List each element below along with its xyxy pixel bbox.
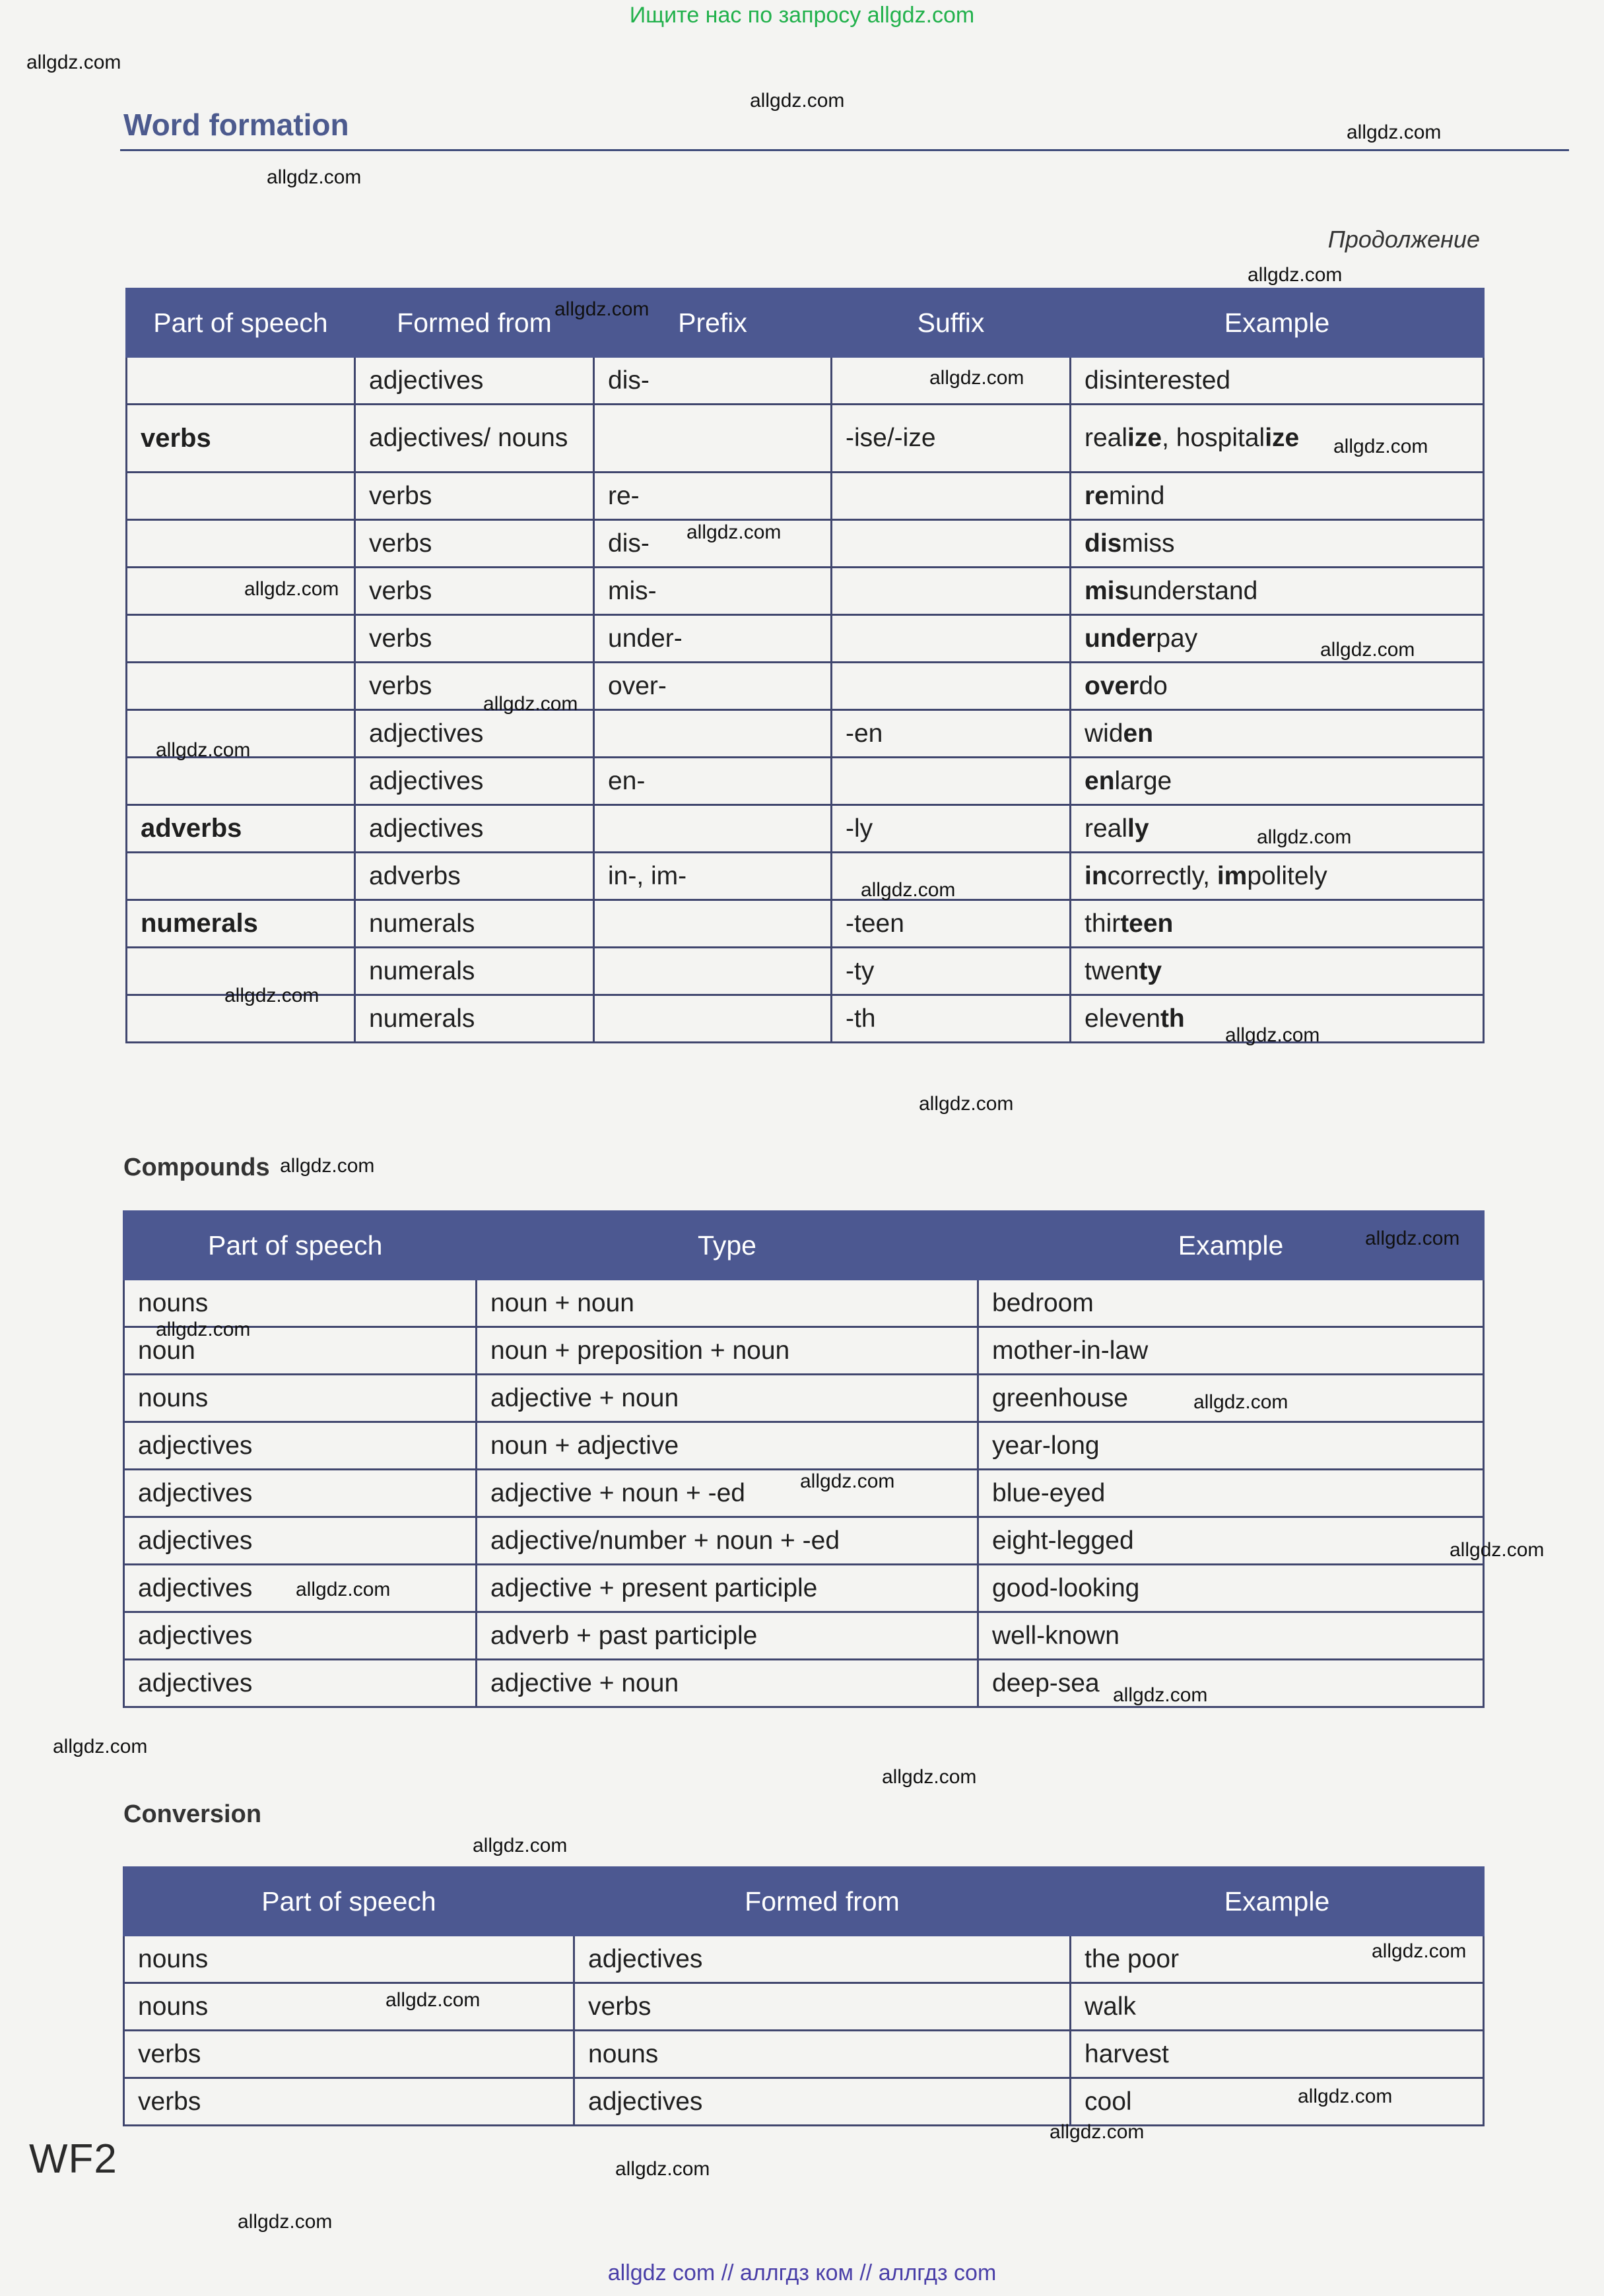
table-row [127,615,1484,663]
top-banner[interactable]: Ищите нас по запросу allgdz.com [629,3,975,28]
formed-from-cell: adjectives [355,357,594,405]
continued-label: Продолжение [1327,226,1480,253]
formed-from-cell: adjectives [355,758,594,805]
watermark: allgdz.com [280,1155,375,1177]
watermark: allgdz.com [238,2211,333,2233]
table-row [124,1327,1484,1375]
example-cell: remind [1071,473,1484,520]
table-row [124,1660,1484,1707]
pos-cell: adjectives [124,1612,477,1660]
example-cell: eight-legged [978,1517,1484,1565]
example-cell: bedroom [978,1280,1484,1327]
pos-cell [127,663,355,710]
formed-from-cell: nouns [574,2031,1071,2078]
prefix-cell [594,948,832,995]
formed-from-cell: numerals [355,900,594,948]
example-cell: really [1071,805,1484,853]
header-example: Example [1071,289,1484,357]
watermark: allgdz.com [267,166,362,188]
compounds-table [123,1210,1485,1708]
example-cell: overdo [1071,663,1484,710]
watermark: allgdz.com [1257,826,1352,848]
watermark: allgdz.com [156,739,251,761]
header-example: Example [978,1212,1484,1280]
watermark: allgdz.com [1333,436,1428,457]
table-row [127,710,1484,758]
example-cell: underpay [1071,615,1484,663]
prefix-cell [594,805,832,853]
pos-cell [127,853,355,900]
example-cell: the poor [1071,1936,1484,1983]
suffix-cell: -ty [832,948,1071,995]
watermark: allgdz.com [296,1579,391,1600]
affixes-table [125,288,1485,1043]
pos-cell [127,615,355,663]
example-cell: harvest [1071,2031,1484,2078]
type-cell: noun + noun [477,1280,978,1327]
watermark: allgdz.com [385,1989,481,2011]
prefix-cell: in-, im- [594,853,832,900]
pos-cell [127,473,355,520]
pos-cell: adjectives [124,1517,477,1565]
table-row [124,1280,1484,1327]
example-cell: eleventh [1071,995,1484,1043]
bottom-banner[interactable]: allgdz com // аллгдз ком // аллгдз com [607,2260,997,2285]
pos-cell [127,520,355,568]
table-row [127,405,1484,473]
pos-cell: adverbs [127,805,355,853]
watermark: allgdz.com [554,298,650,320]
example-cell: thirteen [1071,900,1484,948]
suffix-cell: -en [832,710,1071,758]
pos-cell: adjectives [124,1422,477,1470]
pos-cell: adjectives [124,1565,477,1612]
type-cell: adjective + noun [477,1660,978,1707]
watermark: allgdz.com [919,1093,1014,1115]
table-row [124,1983,1484,2031]
page-number: WF2 [29,2136,117,2182]
table-row [127,520,1484,568]
watermark: allgdz.com [750,90,845,112]
prefix-cell: under- [594,615,832,663]
prefix-cell: re- [594,473,832,520]
formed-from-cell: adjectives/ nouns [355,405,594,473]
example-cell: incorrectly, impolitely [1071,853,1484,900]
pos-cell: verbs [124,2031,574,2078]
prefix-cell: over- [594,663,832,710]
table-row [124,1517,1484,1565]
watermark: allgdz.com [929,367,1024,389]
suffix-cell: -ly [832,805,1071,853]
pos-cell: verbs [127,405,355,473]
watermark: allgdz.com [473,1835,568,1856]
header-formed-from: Formed from [574,1868,1071,1936]
table-row [127,663,1484,710]
example-cell: good-looking [978,1565,1484,1612]
header-part-of-speech: Part of speech [124,1868,574,1936]
header-part-of-speech: Part of speech [124,1212,477,1280]
table-row [127,758,1484,805]
table-row [127,473,1484,520]
table-row [124,1422,1484,1470]
watermark: allgdz.com [1298,2085,1393,2107]
watermark: allgdz.com [1113,1684,1208,1706]
table-row [124,2078,1484,2126]
table-row [127,948,1484,995]
type-cell: noun + preposition + noun [477,1327,978,1375]
watermark: allgdz.com [1372,1940,1467,1962]
prefix-cell: dis- [594,520,832,568]
pos-cell: nouns [124,1375,477,1422]
example-cell: well-known [978,1612,1484,1660]
watermark: allgdz.com [1225,1024,1320,1046]
example-cell: mother-in-law [978,1327,1484,1375]
example-cell: disinterested [1071,357,1484,405]
prefix-cell: dis- [594,357,832,405]
suffix-cell: -th [832,995,1071,1043]
prefix-cell [594,405,832,473]
type-cell: adjective/number + noun + -ed [477,1517,978,1565]
watermark: allgdz.com [156,1319,251,1340]
example-cell: widen [1071,710,1484,758]
watermark: allgdz.com [615,2158,710,2180]
table-row [127,900,1484,948]
pos-cell [127,758,355,805]
compounds-header-row [124,1212,1484,1280]
pos-cell: adjectives [124,1660,477,1707]
table-row [127,853,1484,900]
conversion-table [123,1866,1485,2126]
formed-from-cell: verbs [355,568,594,615]
pos-cell: numerals [127,900,355,948]
pos-cell: nouns [124,1983,574,2031]
table-row [127,357,1484,405]
suffix-cell [832,758,1071,805]
watermark: allgdz.com [224,985,319,1006]
watermark: allgdz.com [1347,121,1442,143]
formed-from-cell: adjectives [574,2078,1071,2126]
example-cell: walk [1071,1983,1484,2031]
table-row [124,2031,1484,2078]
compounds-title: Compounds [123,1154,270,1181]
watermark: allgdz.com [1365,1228,1460,1249]
formed-from-cell: verbs [355,473,594,520]
header-suffix: Suffix [832,289,1071,357]
formed-from-cell: adjectives [355,805,594,853]
example-cell: misunderstand [1071,568,1484,615]
formed-from-cell: adjectives [355,710,594,758]
formed-from-cell: numerals [355,948,594,995]
watermark: allgdz.com [1450,1539,1545,1561]
suffix-cell: -teen [832,900,1071,948]
watermark: allgdz.com [861,879,956,901]
formed-from-cell: verbs [574,1983,1071,2031]
suffix-cell [832,568,1071,615]
watermark: allgdz.com [26,51,121,73]
header-prefix: Prefix [594,289,832,357]
conversion-title: Conversion [123,1800,262,1828]
table-row [124,1936,1484,1983]
affixes-header-row [127,289,1484,357]
watermark: allgdz.com [1320,639,1415,661]
title-rule [120,149,1569,151]
header-formed-from: Formed from [355,289,594,357]
type-cell: adjective + present participle [477,1565,978,1612]
watermark: allgdz.com [1050,2121,1145,2143]
pos-cell: noun [124,1327,477,1375]
watermark: allgdz.com [686,521,782,543]
formed-from-cell: adjectives [574,1936,1071,1983]
suffix-cell [832,615,1071,663]
suffix-cell [832,520,1071,568]
prefix-cell [594,900,832,948]
example-cell: enlarge [1071,758,1484,805]
prefix-cell [594,710,832,758]
pos-cell: nouns [124,1280,477,1327]
header-example: Example [1071,1868,1484,1936]
pos-cell: verbs [124,2078,574,2126]
type-cell: noun + adjective [477,1422,978,1470]
formed-from-cell: verbs [355,520,594,568]
pos-cell [127,357,355,405]
example-cell: year-long [978,1422,1484,1470]
suffix-cell [832,663,1071,710]
conversion-header-row [124,1868,1484,1936]
prefix-cell: mis- [594,568,832,615]
type-cell: adjective + noun + -ed [477,1470,978,1517]
table-row [124,1612,1484,1660]
page-title: Word formation [123,108,349,142]
watermark: allgdz.com [244,578,339,600]
example-cell: deep-sea [978,1660,1484,1707]
watermark: allgdz.com [882,1766,977,1788]
watermark: allgdz.com [1248,264,1343,286]
formed-from-cell: adverbs [355,853,594,900]
example-cell: cool [1071,2078,1484,2126]
prefix-cell: en- [594,758,832,805]
example-cell: greenhouse [978,1375,1484,1422]
watermark: allgdz.com [483,693,578,715]
suffix-cell: -ise/-ize [832,405,1071,473]
formed-from-cell: numerals [355,995,594,1043]
type-cell: adverb + past participle [477,1612,978,1660]
pos-cell: adjectives [124,1470,477,1517]
pos-cell: nouns [124,1936,574,1983]
header-part-of-speech: Part of speech [127,289,355,357]
watermark: allgdz.com [1193,1391,1288,1413]
example-cell: twenty [1071,948,1484,995]
prefix-cell [594,995,832,1043]
example-cell: dismiss [1071,520,1484,568]
suffix-cell [832,473,1071,520]
watermark: allgdz.com [800,1470,895,1492]
example-cell: realize, hospitalize [1071,405,1484,473]
type-cell: adjective + noun [477,1375,978,1422]
header-type: Type [477,1212,978,1280]
watermark: allgdz.com [53,1736,148,1757]
formed-from-cell: verbs [355,663,594,710]
formed-from-cell: verbs [355,615,594,663]
example-cell: blue-eyed [978,1470,1484,1517]
